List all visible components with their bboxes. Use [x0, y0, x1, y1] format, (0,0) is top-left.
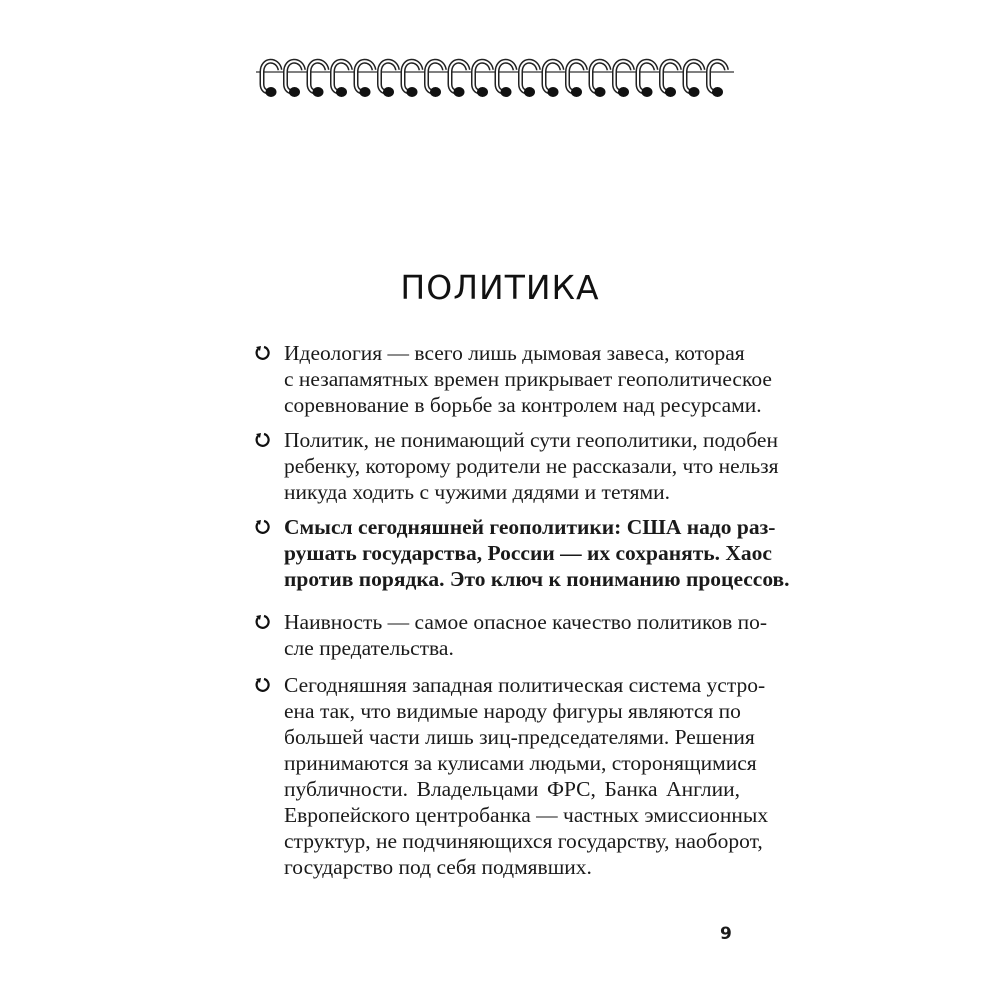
spiral-loop: [286, 61, 304, 97]
spiral-loop: [638, 61, 656, 97]
text-line: ена так, что видимые народу фигуры являются по: [284, 699, 741, 723]
text-line: сле предательства.: [284, 636, 454, 660]
text-line: Смысл сегодняшней геополитики: США надо раз-: [284, 515, 776, 539]
spiral-loop: [685, 61, 703, 97]
spiral-loop: [262, 61, 280, 97]
text-line: государство под себя подмявших.: [284, 855, 592, 879]
text-line: никуда ходить с чужими дядями и тетями.: [284, 480, 670, 504]
spiral-loop: [356, 61, 374, 97]
text-line: Европейского центробанка — частных эмиссионных: [284, 803, 769, 827]
text-line: с незапамятных времен прикрывает геополитическое: [284, 367, 772, 391]
circular-arrow-bullet-icon: [254, 431, 272, 449]
circular-arrow-bullet-icon: [254, 344, 272, 362]
spiral-loop: [521, 61, 539, 97]
text-line: рушать государства, России — их сохранять. Хаос: [284, 541, 772, 565]
text-line: большей части лишь зиц-председателями. Решения: [284, 725, 755, 749]
aphorism-item: [284, 672, 769, 880]
aphorism-item: [284, 609, 768, 661]
text-line: Политик, не понимающий сути геополитики, подобен: [284, 428, 778, 452]
page-number: 9: [720, 924, 732, 944]
spiral-loop: [380, 61, 398, 97]
spiral-loop: [591, 61, 609, 97]
aphorism-item: [284, 427, 779, 505]
spiral-loop: [403, 61, 421, 97]
spiral-loop: [427, 61, 445, 97]
spiral-loop: [544, 61, 562, 97]
aphorism-item: [284, 340, 772, 418]
spiral-loop: [662, 61, 680, 97]
aphorism-item: [284, 514, 790, 592]
text-line: ребенку, которому родители не рассказали, что нельзя: [284, 454, 779, 478]
text-line: публичности. Владельцами ФРС, Банка Англии,: [284, 777, 740, 801]
spiral-loop: [709, 61, 727, 97]
spiral-loop: [615, 61, 633, 97]
spiral-binding-icon: [256, 58, 736, 102]
text-line: Наивность — самое опасное качество политиков по-: [284, 610, 768, 634]
text-line: соревнование в борьбе за контролем над ресурсами.: [284, 393, 762, 417]
text-line: принимаются за кулисами людьми, сторонящимися: [284, 751, 757, 775]
spiral-loop: [474, 61, 492, 97]
circular-arrow-bullet-icon: [254, 676, 272, 694]
circular-arrow-bullet-icon: [254, 613, 272, 631]
circular-arrow-bullet-icon: [254, 518, 272, 536]
spiral-loop: [497, 61, 515, 97]
spiral-loop: [568, 61, 586, 97]
chapter-title: ПОЛИТИКА: [400, 268, 600, 307]
text-line: структур, не подчиняющихся государству, наоборот,: [284, 829, 763, 853]
spiral-loop: [333, 61, 351, 97]
text-line: Сегодняшняя западная политическая система устро-: [284, 673, 766, 697]
spiral-loop: [309, 61, 327, 97]
spiral-loop: [450, 61, 468, 97]
text-line: против порядка. Это ключ к пониманию процессов.: [284, 567, 790, 591]
text-line: Идеология — всего лишь дымовая завеса, которая: [284, 341, 745, 365]
